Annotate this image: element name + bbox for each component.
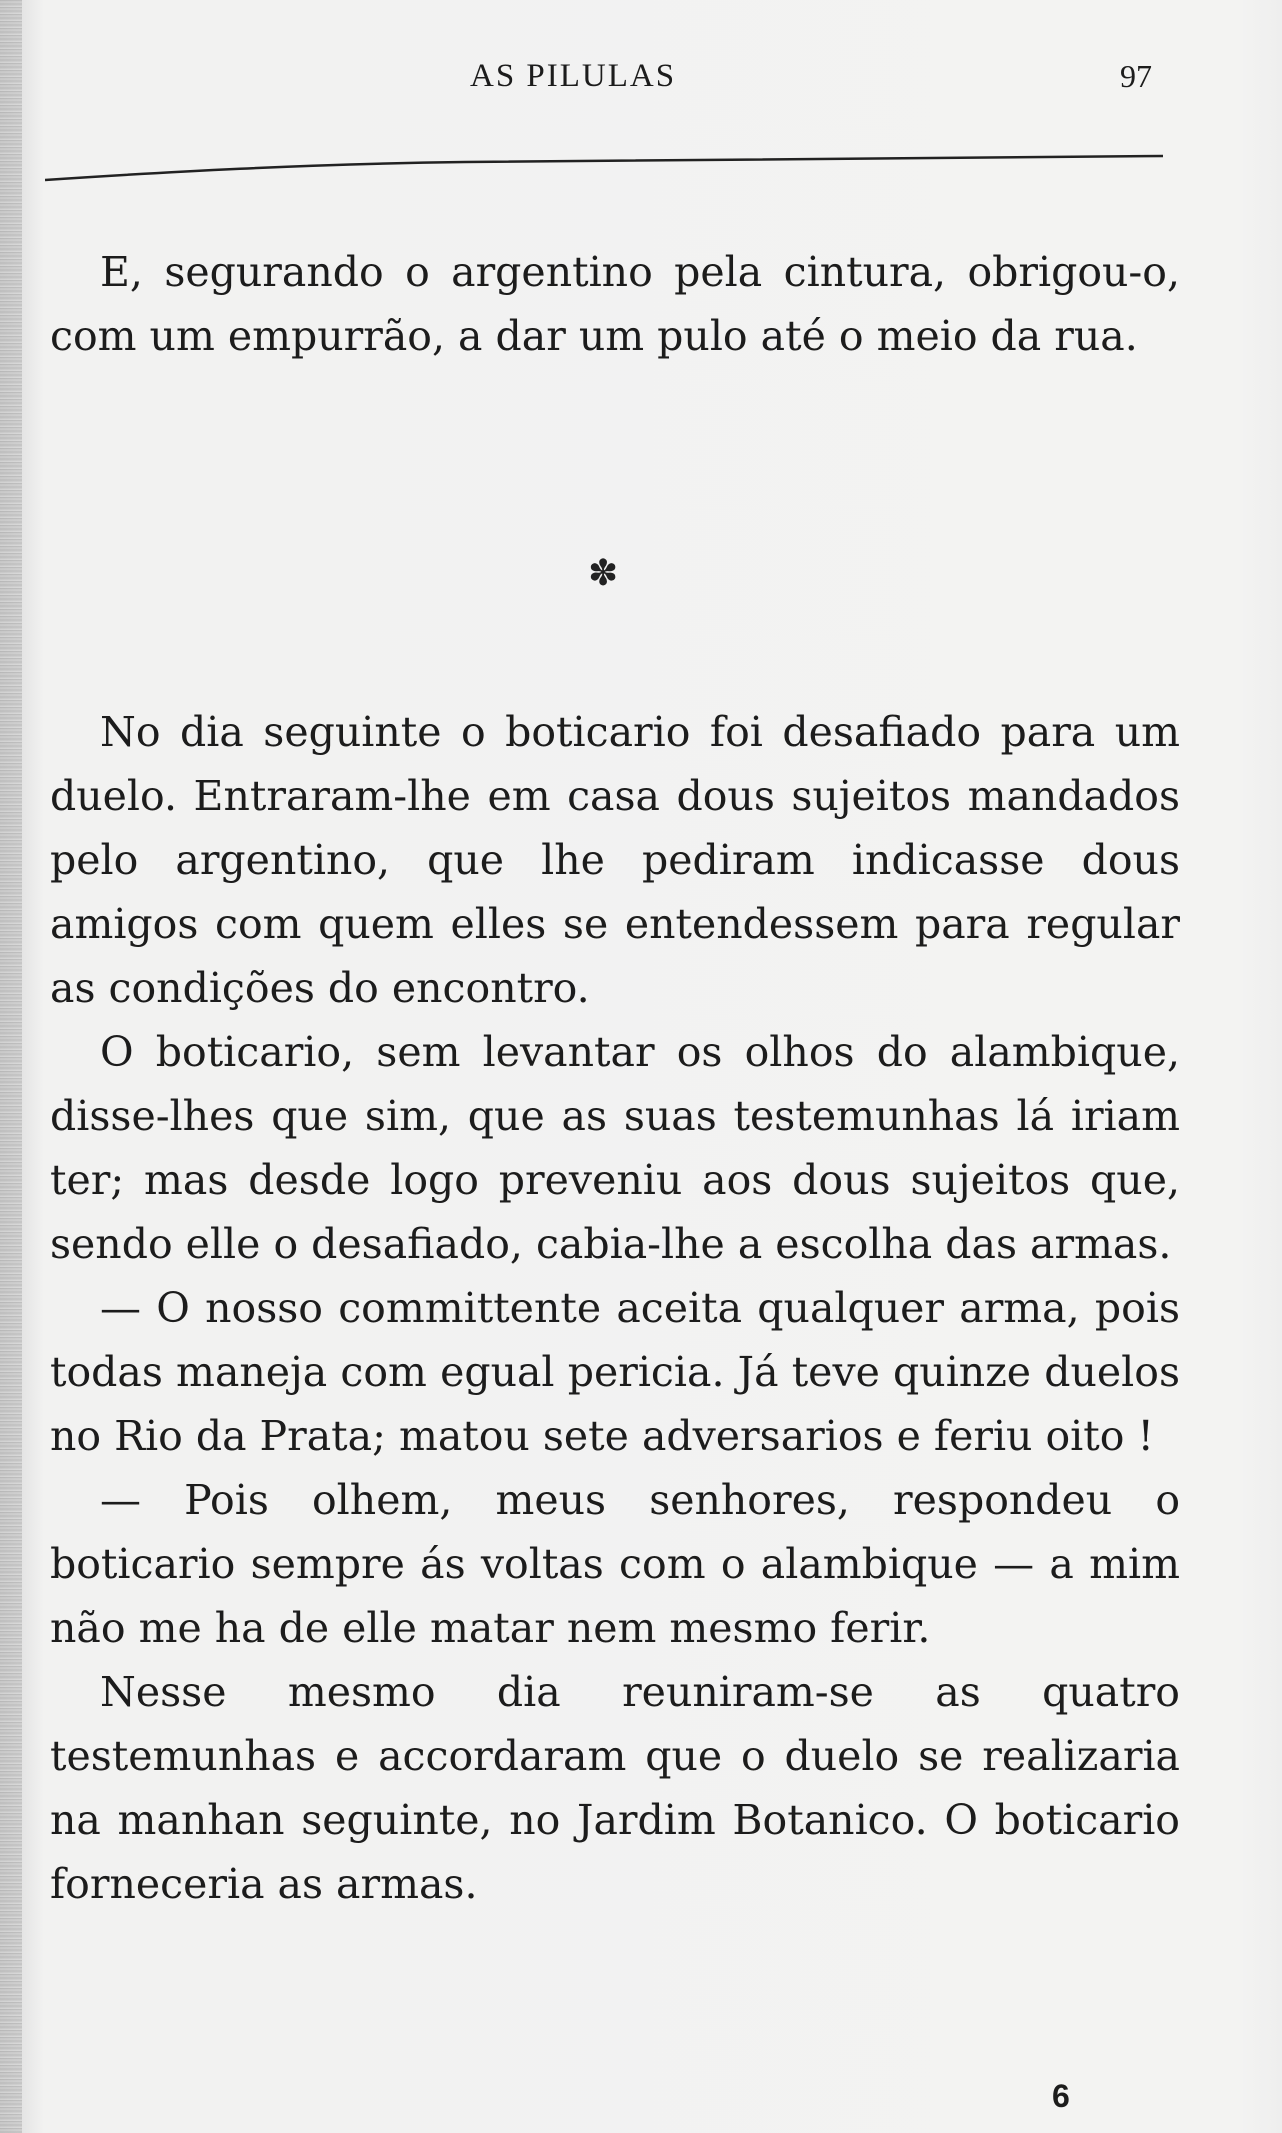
page-header — [0, 52, 1282, 112]
paragraph: — O nosso committente aceita qualquer arma, pois todas maneja com egual pericia. Já teve quinze duelos no Rio da Prata; matou sete adversarios e feriu oito ! — [50, 1284, 1180, 1460]
paragraph: — Pois olhem, meus senhores, respondeu o boticario sempre ás voltas com o alambique — a mim não me ha de elle matar nem mesmo ferir. — [50, 1476, 1180, 1652]
header-rule — [45, 150, 1163, 184]
section-ornament: ✽ — [588, 553, 619, 594]
paragraph: No dia seguinte o boticario foi desafiado para um duelo. Entraram-lhe em casa dous sujeitos mandados pelo argentino, que lhe pediram indicasse dous amigos com quem elles se entendessem para regular as condições do encontro. — [50, 708, 1180, 1012]
running-title: AS PILULAS — [470, 58, 677, 94]
signature-mark: 6 — [1052, 2078, 1070, 2114]
paragraph: O boticario, sem levantar os olhos do alambique, disse-lhes que sim, que as suas testemunhas lá iriam ter; mas desde logo preveniu aos dous sujeitos que, sendo elle o desafiado, cabia-lhe a escolha das armas. — [50, 1028, 1180, 1268]
page-number: 97 — [1120, 58, 1152, 94]
paragraph: E, segurando o argentino pela cintura, obrigou-o, com um empurrão, a dar um pulo até o meio da rua. — [50, 248, 1180, 360]
paragraph: Nesse mesmo dia reuniram-se as quatro testemunhas e accordaram que o duelo se realizaria na manhan seguinte, no Jardim Botanico. O boticario forneceria as armas. — [50, 1668, 1180, 1908]
binding-edge — [0, 0, 22, 2133]
text-block-top — [50, 240, 1180, 368]
text-block-main — [50, 700, 1180, 1916]
